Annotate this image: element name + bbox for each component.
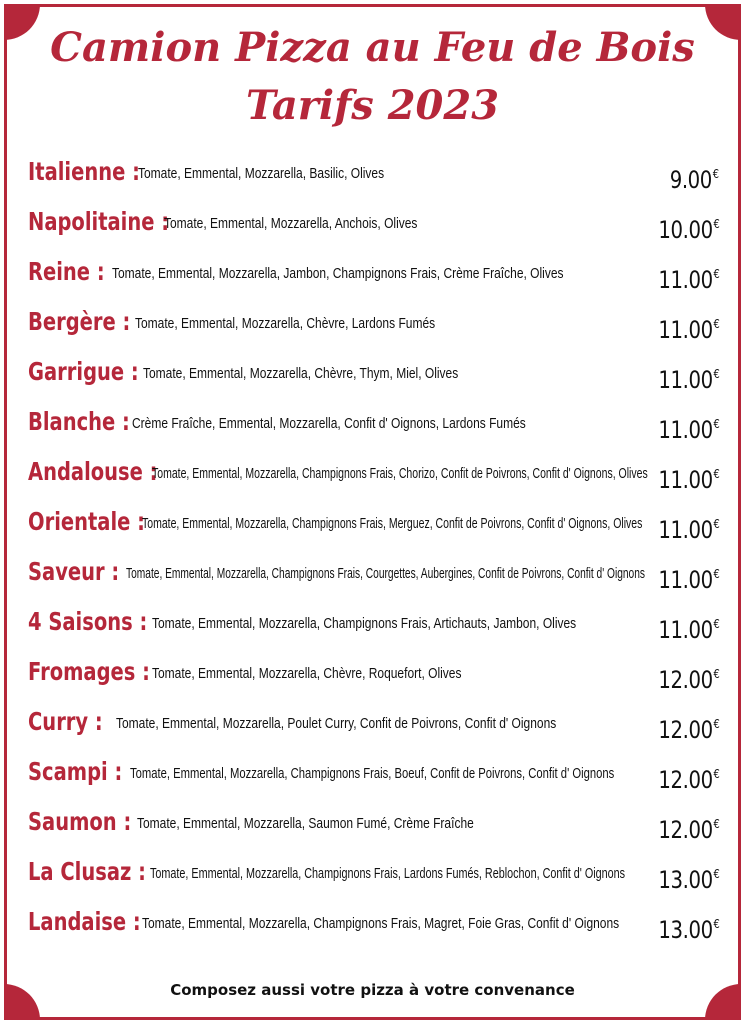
pizza-price: 12.00€ [658, 766, 719, 794]
pizza-name: Landaise : [28, 907, 141, 936]
pizza-row [0, 700, 745, 750]
page-title: Camion Pizza au Feu de Bois [50, 24, 695, 71]
pizza-price: 11.00€ [658, 316, 719, 344]
pizza-row [0, 200, 745, 250]
pizza-row [0, 750, 745, 800]
pizza-price: 13.00€ [658, 866, 719, 894]
pizza-row [0, 450, 745, 500]
pizza-name: Andalouse : [28, 457, 158, 486]
pizza-name: Fromages : [28, 657, 150, 686]
pizza-name: Curry : [28, 707, 103, 736]
pizza-name: Saumon : [28, 807, 132, 836]
pizza-name: Blanche : [28, 407, 130, 436]
pizza-row [0, 600, 745, 650]
pizza-row [0, 850, 745, 900]
pizza-name: Bergère : [28, 307, 131, 336]
pizza-ingredients: Tomate, Emmental, Mozzarella, Jambon, Champignons Frais, Crème Fraîche, Olives [112, 265, 564, 282]
pizza-price: 11.00€ [658, 266, 719, 294]
pizza-name: Scampi : [28, 757, 123, 786]
pizza-ingredients: Tomate, Emmental, Mozzarella, Champignons Frais, Lardons Fumés, Reblochon, Confit d' Oignons [150, 865, 626, 882]
pizza-price: 11.00€ [658, 416, 719, 444]
pizza-name: 4 Saisons : [28, 607, 148, 636]
pizza-ingredients: Tomate, Emmental, Mozzarella, Champignons Frais, Artichauts, Jambon, Olives [152, 615, 577, 632]
pizza-row [0, 250, 745, 300]
pizza-ingredients: Tomate, Emmental, Mozzarella, Chèvre, Lardons Fumés [135, 315, 436, 332]
pizza-ingredients: Tomate, Emmental, Mozzarella, Champignons Frais, Chorizo, Confit de Poivrons, Confit d' Oignons, Olives [152, 465, 648, 482]
pizza-row [0, 300, 745, 350]
pizza-ingredients: Tomate, Emmental, Mozzarella, Chèvre, Roquefort, Olives [152, 665, 462, 682]
pizza-row [0, 800, 745, 850]
pizza-ingredients: Crème Fraîche, Emmental, Mozzarella, Confit d' Oignons, Lardons Fumés [132, 415, 526, 432]
pizza-price: 10.00€ [658, 216, 719, 244]
pizza-ingredients: Tomate, Emmental, Mozzarella, Champignons Frais, Magret, Foie Gras, Confit d' Oignons [142, 915, 620, 932]
pizza-name: Reine : [28, 257, 105, 286]
pizza-price: 12.00€ [658, 716, 719, 744]
pizza-price: 12.00€ [658, 816, 719, 844]
pizza-name: Saveur : [28, 557, 120, 586]
pizza-name: Italienne : [28, 157, 140, 186]
pizza-price: 13.00€ [658, 916, 719, 944]
pizza-ingredients: Tomate, Emmental, Mozzarella, Basilic, Olives [138, 165, 385, 182]
pizza-row [0, 900, 745, 950]
pizza-ingredients: Tomate, Emmental, Mozzarella, Poulet Curry, Confit de Poivrons, Confit d' Oignons [116, 715, 557, 732]
pizza-row [0, 350, 745, 400]
pizza-row [0, 500, 745, 550]
pizza-name: Orientale : [28, 507, 145, 536]
pizza-name: La Clusaz : [28, 857, 146, 886]
pizza-row [0, 550, 745, 600]
pizza-ingredients: Tomate, Emmental, Mozzarella, Saumon Fumé, Crème Fraîche [137, 815, 474, 832]
pizza-price: 11.00€ [658, 466, 719, 494]
pizza-price: 11.00€ [658, 616, 719, 644]
pizza-ingredients: Tomate, Emmental, Mozzarella, Champignons Frais, Merguez, Confit de Poivrons, Confit d' Oignons, Olives [142, 515, 643, 532]
pizza-price: 11.00€ [658, 366, 719, 394]
pizza-ingredients: Tomate, Emmental, Mozzarella, Anchois, Olives [164, 215, 418, 232]
pizza-price: 11.00€ [658, 516, 719, 544]
pizza-price: 12.00€ [658, 666, 719, 694]
pizza-price: 11.00€ [658, 566, 719, 594]
footer-note: Composez aussi votre pizza à votre convenance [170, 981, 575, 999]
pizza-ingredients: Tomate, Emmental, Mozzarella, Chèvre, Thym, Miel, Olives [143, 365, 459, 382]
pizza-name: Napolitaine : [28, 207, 170, 236]
pizza-name: Garrigue : [28, 357, 139, 386]
pizza-row [0, 400, 745, 450]
page-subtitle: Tarifs 2023 [245, 82, 500, 129]
pizza-row [0, 150, 745, 200]
pizza-menu-list [0, 150, 745, 950]
pizza-row [0, 650, 745, 700]
pizza-ingredients: Tomate, Emmental, Mozzarella, Champignons Frais, Courgettes, Aubergines, Confit de Poivrons, Confit d' Oignons [126, 565, 645, 582]
pizza-ingredients: Tomate, Emmental, Mozzarella, Champignons Frais, Boeuf, Confit de Poivrons, Confit d' Oignons [130, 765, 615, 782]
pizza-price: 9.00€ [670, 166, 719, 194]
